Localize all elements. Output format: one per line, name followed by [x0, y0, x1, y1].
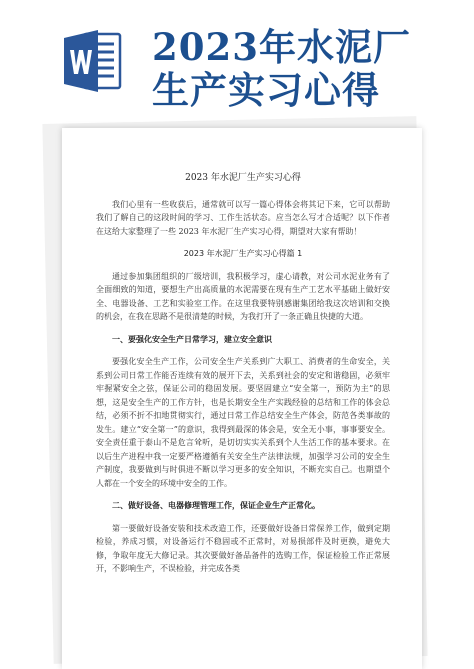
document-page [62, 128, 422, 669]
document-subtitle: 2023 年水泥厂生产实习心得篇 1 [183, 249, 303, 258]
banner-title-line-1: 2023年水泥厂 [152, 25, 411, 69]
section-heading-2: 二、做好设备、电器修理管理工作，保证企业生产正常化。 [112, 501, 320, 510]
document-title: 2023 年水泥厂生产实习心得 [185, 173, 301, 183]
paragraph-3: 第一要做好设备安装和技术改造工作，还要做好设备日常保养工作，做到定期检验，养成习惯，对设备运行不稳固或不正常时，对易损部件及时更换，避免大修，争取年度无大修记录。其次要做好备品备件的选购工作，保证检验工作正常展开，不影响生产，不误检验，并完成各类 [96, 523, 390, 573]
document-body [96, 172, 390, 585]
banner-title [152, 26, 472, 112]
paragraph-2: 要强化安全生产工作，公司安全生产关系到广大职工、消费者的生命安全，关系到公司日常工作能否连续有效的展开下去，关系到社会的安定和谐稳固，必须牢牢握紧安全之弦，保证公司的稳固发展。要坚固建立“安全第一，预防为主”的思想，这是安全生产的工作方针，也是长期安全生产实践经验的总结和工作的体会总结，必须不折不扣地贯彻实行，通过日常工作总结安全生产体会，防范各类事故的发生。建立“安全第一”的意识，我得到最深的体会是，安全无小事，事事要安全。安全责任重于泰山不是危言耸听，是切切实实关系到个人生活工作的基本要求。在以后生产进程中我一定要严格遵循有关安全生产法律法规，加强学习公司的安全生产制度，我要做到与时俱进不断以学习更多的安全知识，不断充实自己。也期望个人都在一个安全的环境中安全的工作。 [96, 357, 390, 488]
paragraph-1: 通过参加集团组织的厂级培训，我积极学习，虚心请教，对公司水泥业务有了全面细致的知道，要想生产出高质量的水泥需要在现有生产工艺水平基础上做好安全、电器设备、工艺和实验室工作。在这里我要特别感谢集团给我这次培训和交换的机会，在我在思路不是很清楚的时候，为我打开了一条正确且快捷的大道。 [96, 271, 390, 321]
word-logo-icon [64, 28, 122, 94]
intro-paragraph: 我们心里有一些收获后，通常就可以写一篇心得体会将其记下来，它可以帮助我们了解自己的这段时间的学习、工作生活状态。应当怎么写才合适呢？以下作者在这给大家整理了一些 2023 年水泥厂生产实习心得，期望对大家有帮助！ [96, 199, 390, 236]
section-heading-1: 一、要强化安全生产日常学习，建立安全意识 [112, 334, 272, 344]
banner-title-line-2: 生产实习心得 [152, 68, 380, 112]
